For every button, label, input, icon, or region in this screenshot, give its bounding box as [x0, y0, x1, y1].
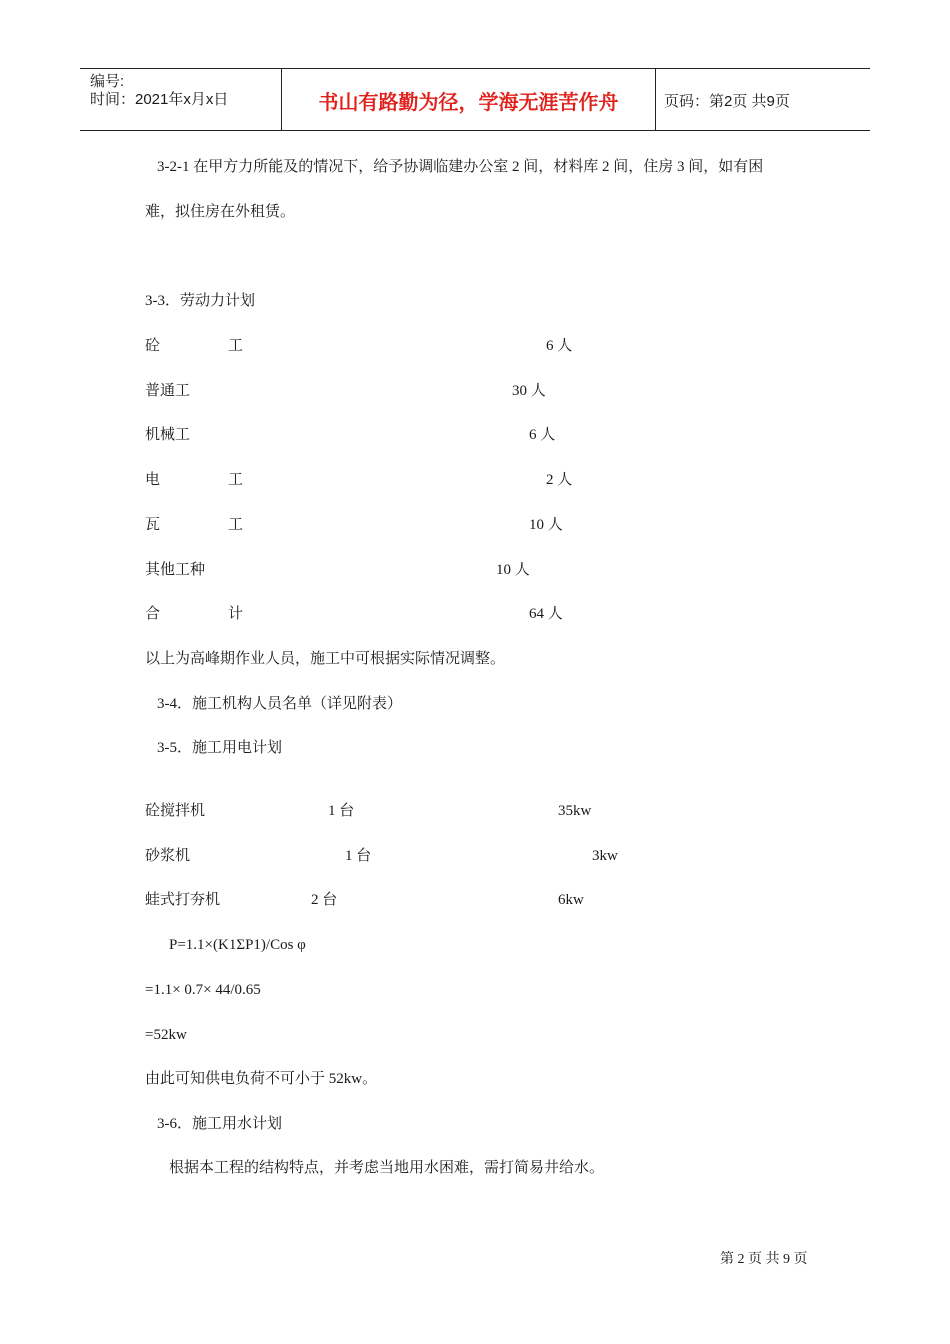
power-row-power: 35kw: [558, 803, 592, 819]
document-header: [80, 68, 870, 131]
header-page-info: 页码：第2页 共9页: [664, 93, 790, 110]
time-label: 时间：2021年x月x日: [90, 91, 229, 108]
labor-row-name-a: 机械工: [145, 427, 191, 443]
header-right-cell: [655, 69, 870, 130]
labor-row-count: 10 人: [529, 517, 563, 533]
labor-row-count: 2 人: [546, 472, 573, 488]
power-formula-1: P=1.1×(K1ΣP1)/Cos φ: [169, 937, 306, 953]
labor-row-name-a: 瓦: [145, 517, 161, 533]
page-footer: 第 2 页 共 9 页: [720, 1252, 808, 1267]
labor-row-count: 10 人: [496, 562, 530, 578]
labor-row-name-b: 计: [228, 606, 244, 622]
header-motto-cell: [281, 69, 656, 130]
water-plan-text: 根据本工程的结构特点，并考虑当地用水困难，需打简易井给水。: [169, 1160, 605, 1176]
header-motto: 书山有路勤为径，学海无涯苦作舟: [318, 90, 619, 114]
power-row-name: 砂浆机: [145, 848, 191, 864]
labor-row-name-b: 工: [228, 338, 244, 354]
labor-row-count: 64 人: [529, 606, 563, 622]
section-3-2-1-line2: 难，拟住房在外租赁。: [145, 204, 296, 220]
header-left-cell: [80, 69, 280, 130]
power-row-power: 6kw: [558, 892, 584, 908]
labor-row-name-a: 合: [145, 606, 161, 622]
labor-row-count: 30 人: [512, 383, 546, 399]
number-label: 编号:: [90, 73, 125, 90]
power-row-qty: 1 台: [345, 848, 372, 864]
labor-row-name-a: 其他工种: [145, 562, 206, 578]
section-3-2-1-line1: 3-2-1 在甲方力所能及的情况下，给予协调临建办公室 2 间，材料库 2 间，住房 3 间，如有困: [157, 159, 764, 175]
labor-row-name-a: 普通工: [145, 383, 191, 399]
labor-plan-note: 以上为高峰期作业人员，施工中可根据实际情况调整。: [145, 651, 506, 667]
power-row-name: 蛙式打夯机: [145, 892, 221, 908]
labor-row-name-a: 电: [145, 472, 161, 488]
labor-row-count: 6 人: [529, 427, 556, 443]
labor-row-name-b: 工: [228, 517, 244, 533]
power-row-qty: 2 台: [311, 892, 338, 908]
power-conclusion: 由此可知供电负荷不可小于 52kw。: [145, 1071, 378, 1087]
section-3-4: 3-4．施工机构人员名单（详见附表）: [157, 696, 402, 712]
water-plan-heading: 3-6．施工用水计划: [157, 1116, 282, 1132]
power-row-qty: 1 台: [328, 803, 355, 819]
power-plan-heading: 3-5．施工用电计划: [157, 740, 282, 756]
labor-row-name-a: 砼: [145, 338, 161, 354]
power-row-name: 砼搅拌机: [145, 803, 206, 819]
power-formula-3: =52kw: [145, 1027, 187, 1043]
power-formula-2: =1.1× 0.7× 44/0.65: [145, 982, 261, 998]
power-row-power: 3kw: [592, 848, 618, 864]
labor-row-name-b: 工: [228, 472, 244, 488]
labor-plan-heading: 3-3．劳动力计划: [145, 293, 255, 309]
labor-row-count: 6 人: [546, 338, 573, 354]
